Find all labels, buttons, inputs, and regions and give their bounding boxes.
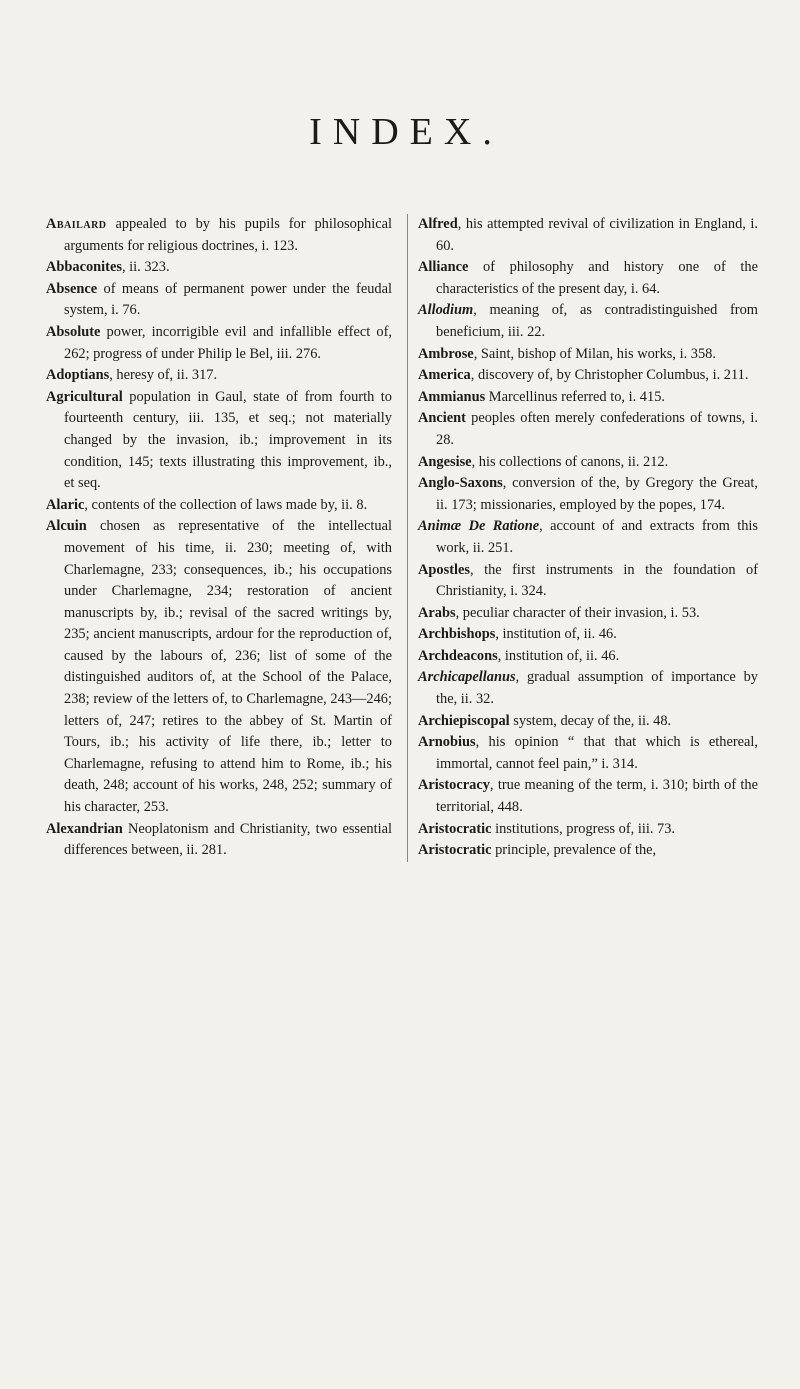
left-column: [46, 214, 400, 862]
entry-headword: Apostles: [418, 561, 470, 578]
index-entry: [418, 603, 758, 625]
entry-headword: Aristocratic: [418, 842, 492, 859]
entry-text: , peculiar character of their invasion, i. 53.: [455, 604, 700, 621]
entry-text: of means of permanent power under the feudal system, i. 76.: [64, 280, 392, 319]
entry-text: principle, prevalence of the,: [491, 842, 657, 859]
entry-text: population in Gaul, state of from fourth to fourteenth century, iii. 135, et seq.; not materially changed by the invasion, ib.; improvement in its condition, 145; texts illustrating this improvement, ib., et seq.: [64, 388, 392, 492]
entry-headword: Ammianus: [418, 388, 486, 405]
index-entry: [418, 473, 758, 516]
index-entry: [418, 711, 758, 733]
entry-headword: Ancient: [418, 410, 466, 427]
entry-headword: Angesise: [418, 453, 472, 470]
entry-text: , the first instruments in the foundation of Christianity, i. 324.: [436, 561, 758, 600]
entry-headword: Allodium: [418, 302, 474, 319]
entry-text: , institution of, ii. 46.: [497, 647, 620, 664]
entry-headword: America: [418, 367, 471, 384]
entry-headword: Animæ De Ratione: [418, 518, 540, 535]
index-entry: [418, 624, 758, 646]
entry-text: of philosophy and history one of the characteristics of the present day, i. 64.: [436, 259, 758, 297]
index-entry: [46, 365, 392, 387]
index-entry: [418, 365, 758, 387]
index-entry: [418, 560, 758, 603]
index-entry: [46, 257, 392, 279]
entry-text: , his collections of canons, ii. 212.: [471, 453, 669, 470]
entry-headword: Absence: [46, 280, 98, 297]
entry-headword: Archiepiscopal: [418, 712, 510, 729]
entry-text: institutions, progress of, iii. 73.: [491, 820, 675, 837]
index-entry: [418, 452, 758, 474]
entry-text: chosen as representative of the intellectual movement of his time, ii. 230; meeting of, with Charlemagne, 233; consequences, ib.; his occupations under Charlemagne, 234; restoration of ancient manuscripts by, ib.; revisal of the sacred writings by, 235; ancient manuscripts, ardour for the reproduction of, caused by the labours of, 236; list of some of the distinguished auditors of, at the School of the Palace, 238; review of the letters of, to Charlemagne, 243—246; letters of, 247; retires to the abbey of St. Martin of Tours, ib.; his activity of life there, ib.; letter to Charlemagne, refusing to attend him to Rome, ib.; his death, 248; account of his works, 248, 252; summary of his character, 253.: [64, 518, 392, 816]
index-entry: [418, 214, 758, 257]
index-entry: [418, 819, 758, 841]
entry-text: , contents of the collection of laws made by, ii. 8.: [84, 496, 368, 513]
entry-text: appealed to by his pupils for philosophical arguments for religious doctrines, i. 123.: [64, 216, 392, 254]
entry-headword: Abbaconites: [46, 259, 122, 276]
index-entry: [418, 387, 758, 409]
right-column: [407, 214, 758, 862]
entry-headword: Abailard: [46, 216, 107, 232]
index-entry: [46, 495, 392, 517]
index-entry: [418, 516, 758, 559]
index-entry: [46, 214, 392, 257]
entry-headword: Aristocracy: [418, 777, 490, 794]
index-entry: [46, 819, 392, 862]
entry-headword: Arabs: [418, 604, 456, 621]
entry-text: , his attempted revival of civilization in England, i. 60.: [436, 216, 758, 254]
index-entry: [418, 344, 758, 366]
entry-headword: Aristocratic: [418, 820, 492, 837]
entry-text: , heresy of, ii. 317.: [109, 367, 218, 384]
page-title: INDEX.: [309, 111, 503, 153]
entry-headword: Agricultural: [46, 388, 123, 405]
entry-headword: Absolute: [46, 323, 101, 340]
index-entry: [418, 300, 758, 343]
index-entry: [418, 775, 758, 818]
entry-text: system, decay of the, ii. 48.: [509, 712, 672, 729]
entry-headword: Archicapellanus: [418, 669, 516, 686]
index-entry: [418, 646, 758, 668]
entry-text: Marcellinus referred to, i. 415.: [485, 388, 665, 405]
entry-text: , Saint, bishop of Milan, his works, i. 358.: [473, 345, 716, 362]
index-entry: [46, 322, 392, 365]
entry-text: , conversion of the, by Gregory the Great, ii. 173; missionaries, employed by the popes, 174.: [436, 475, 758, 513]
entry-text: , gradual assumption of importance by the, ii. 32.: [436, 669, 758, 708]
entry-headword: Archdeacons: [418, 647, 498, 664]
entry-headword: Archbishops: [418, 626, 496, 643]
entry-text: , ii. 323.: [121, 259, 170, 276]
index-entry: [418, 257, 758, 300]
entry-text: , account of and extracts from this work, ii. 251.: [436, 518, 758, 556]
entry-headword: Alexandrian: [46, 820, 123, 837]
entry-headword: Alaric: [46, 496, 85, 513]
entry-headword: Anglo-Saxons: [418, 475, 503, 492]
entry-headword: Adoptians: [46, 367, 110, 384]
entry-headword: Arnobius: [418, 734, 476, 751]
entry-text: Neoplatonism and Christianity, two essential differences between, ii. 281.: [64, 820, 392, 859]
entry-text: peoples often merely confederations of towns, i. 28.: [436, 410, 758, 448]
entry-text: , true meaning of the term, i. 310; birth of the territorial, 448.: [436, 777, 758, 816]
entry-headword: Alcuin: [46, 518, 87, 535]
index-entry: [46, 516, 392, 818]
entry-text: , meaning of, as contradistinguished from beneficium, iii. 22.: [436, 302, 758, 340]
entry-headword: Ambrose: [418, 345, 474, 362]
entry-headword: Alliance: [418, 259, 469, 276]
entry-text: , institution of, ii. 46.: [495, 626, 617, 643]
entry-text: power, incorrigible evil and infallible effect of, 262; progress of under Philip le Bel, iii. 276.: [64, 323, 392, 362]
index-entry: [418, 840, 758, 862]
index-entry: [46, 387, 392, 495]
entry-text: , discovery of, by Christopher Columbus, i. 211.: [470, 367, 749, 384]
entry-headword: Alfred: [418, 216, 458, 232]
entry-text: , his opinion “ that that which is ethereal, immortal, cannot feel pain,” i. 314.: [436, 734, 758, 772]
index-entry: [46, 279, 392, 322]
index-columns: [46, 214, 758, 862]
index-entry: [418, 408, 758, 451]
index-entry: [418, 732, 758, 775]
index-entry: [418, 667, 758, 710]
